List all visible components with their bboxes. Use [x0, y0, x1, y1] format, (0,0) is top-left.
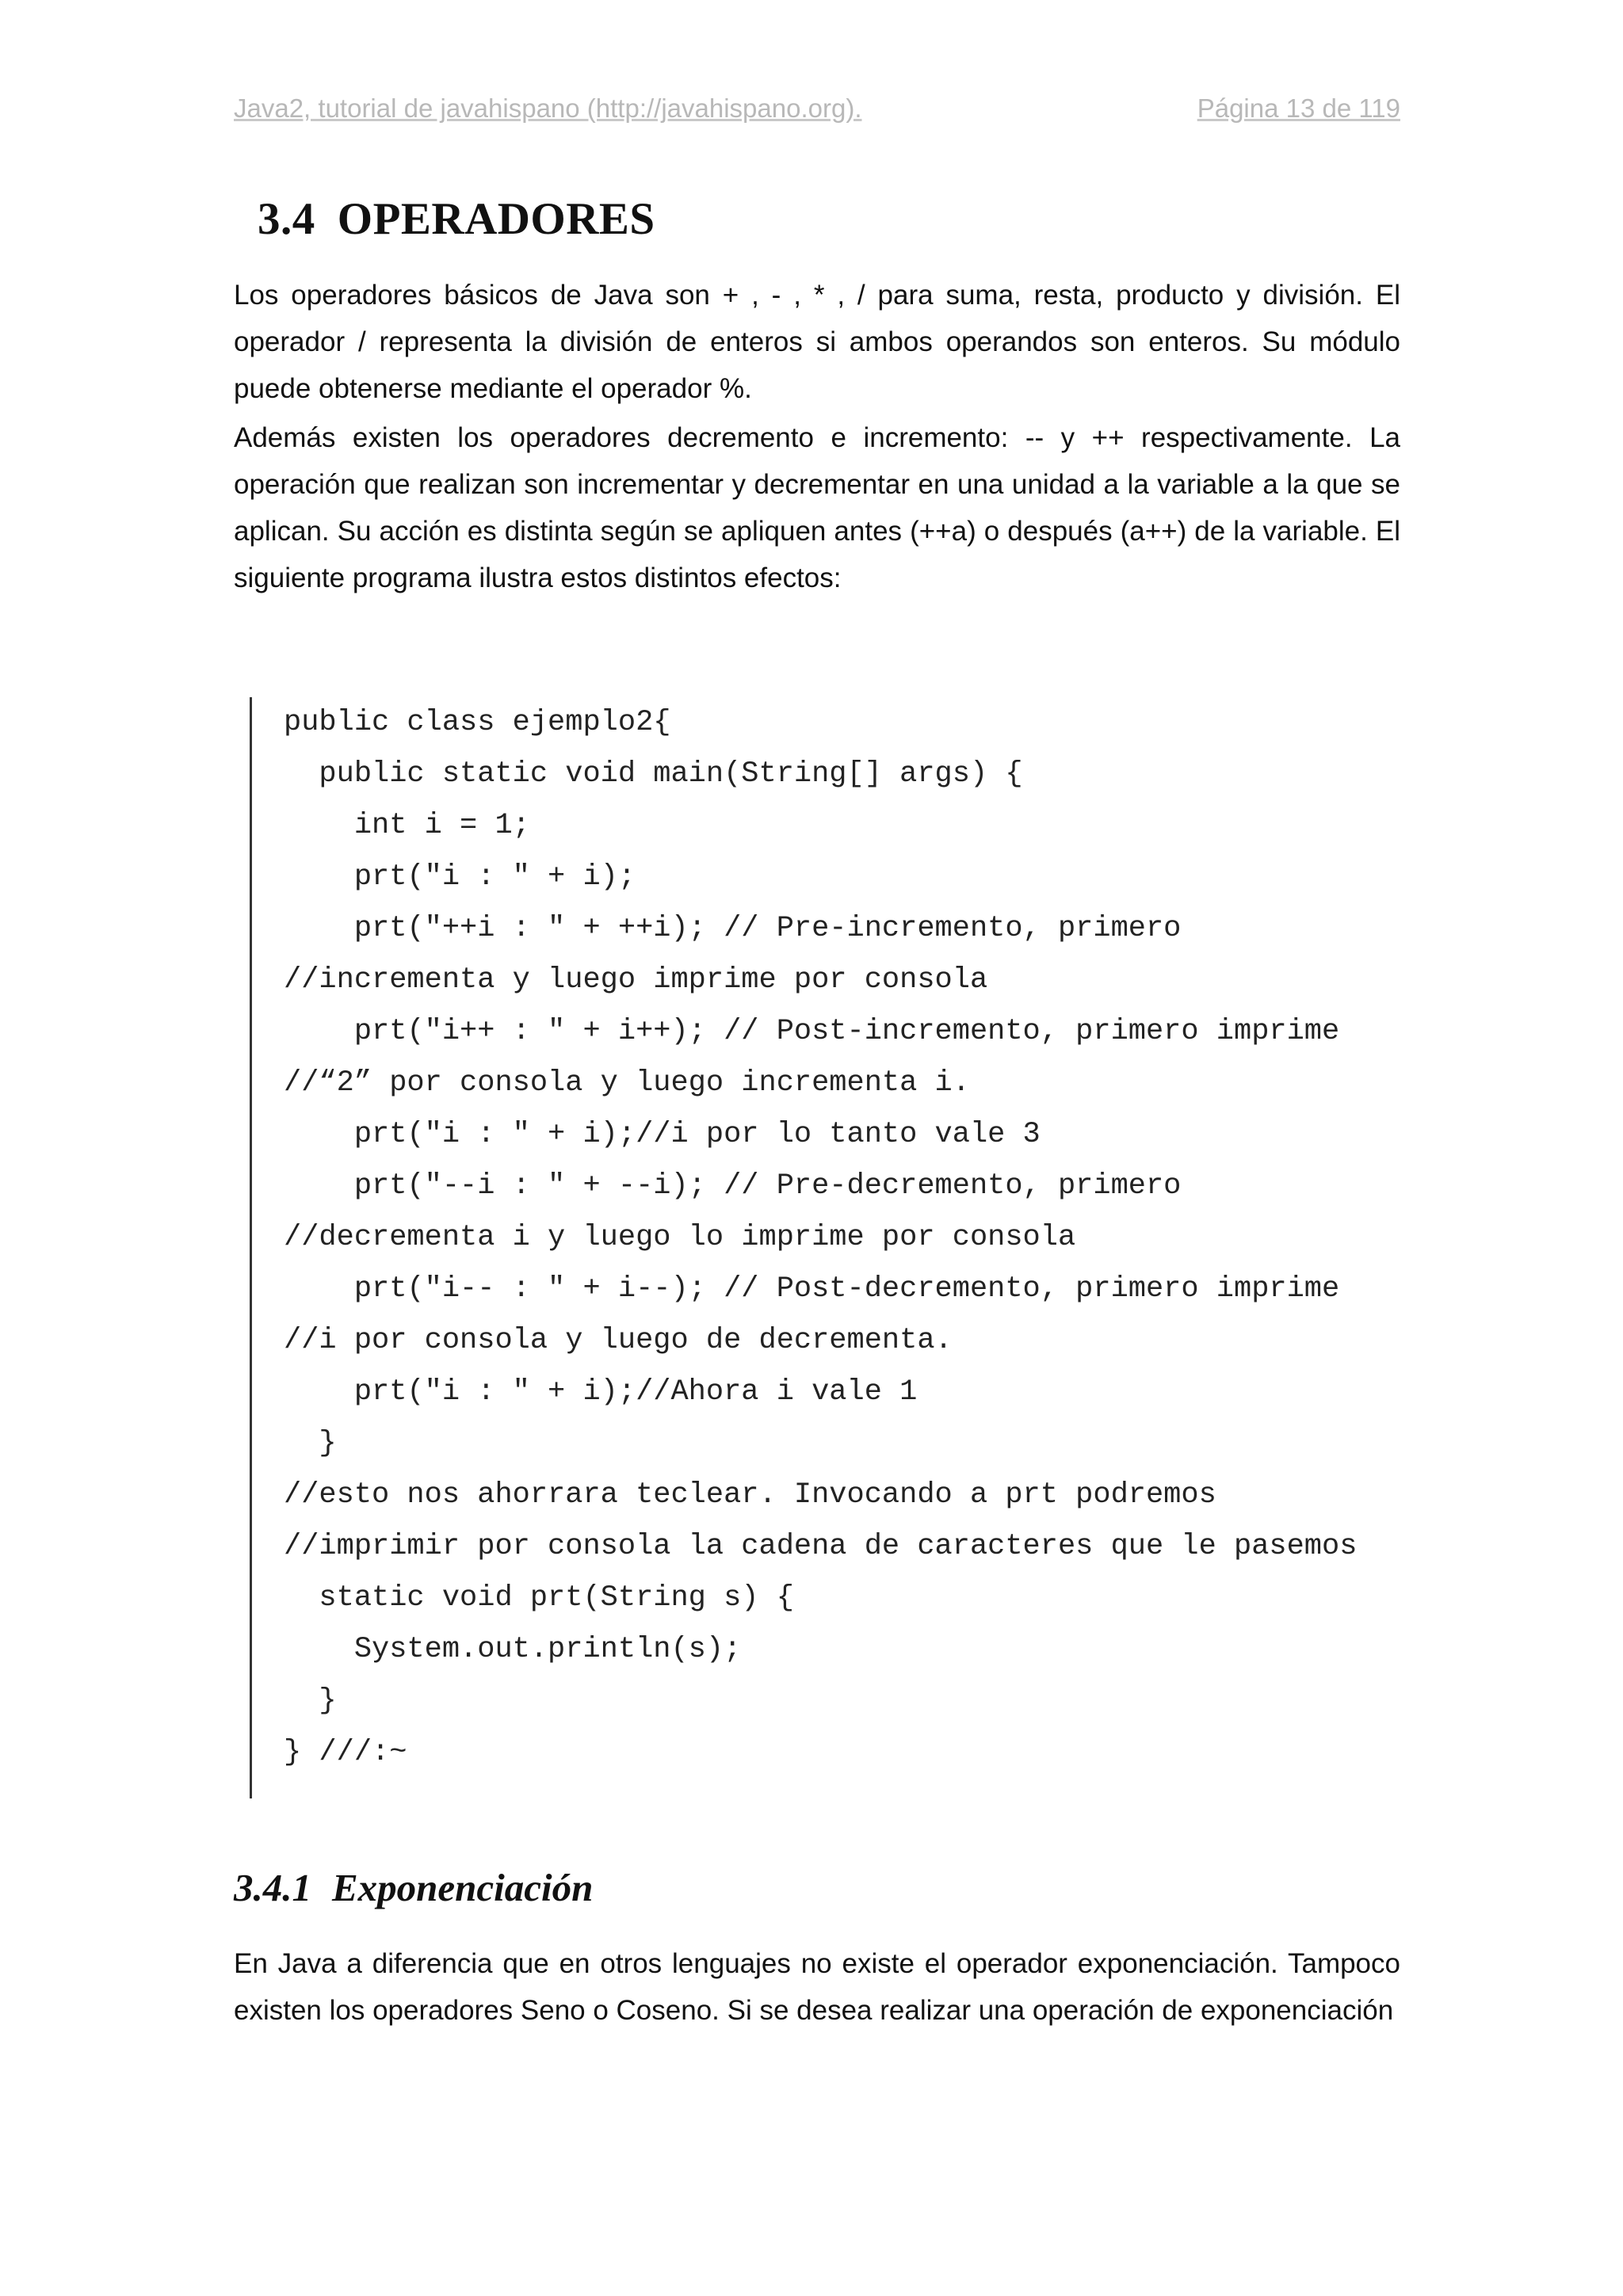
code-line: //incrementa y luego imprime por consola: [284, 963, 988, 997]
header-title-link[interactable]: Java2, tutorial de javahispano (http://javahispano.org).: [234, 93, 862, 123]
code-block: [250, 697, 1409, 1798]
code-line: static void prt(String s) {: [284, 1581, 794, 1615]
code-line: prt("i : " + i);: [284, 860, 636, 894]
code-line: //i por consola y luego de decrementa.: [284, 1324, 953, 1357]
subsection-number: 3.4.1: [234, 1866, 311, 1909]
code-line: prt("i : " + i);//i por lo tanto vale 3: [284, 1118, 1041, 1151]
paragraph-operators: [234, 272, 1400, 412]
code-line: } ///:~: [284, 1736, 407, 1769]
code-line: public class ejemplo2{: [284, 706, 671, 739]
code-line: System.out.println(s);: [284, 1633, 742, 1666]
code-line: //“2” por consola y luego incrementa i.: [284, 1066, 970, 1100]
paragraph-text: Además existen los operadores decremento e incremento: -- y ++ respectivamente. La operación que realizan son incrementar y decrementar en una unidad a la variable a la que se aplican. Su acción es distinta según se apliquen antes (++a) o después (a++) de la variable. El siguiente programa ilustra estos distintos efectos:: [234, 422, 1400, 593]
code-line: int i = 1;: [284, 809, 530, 842]
code-line: prt("++i : " + ++i); // Pre-incremento, primero: [284, 912, 1182, 945]
code-line: prt("i : " + i);//Ahora i vale 1: [284, 1375, 918, 1409]
paragraph-exponentiation: [234, 1940, 1400, 2034]
paragraph-text: En Java a diferencia que en otros lenguajes no existe el operador exponenciación. Tampoco existen los operadores Seno o Coseno. Si se desea realizar una operación de exponenciación: [234, 1948, 1400, 2026]
subsection-title: Exponenciación: [332, 1866, 594, 1909]
code-line: //imprimir por consola la cadena de caracteres que le pasemos: [284, 1530, 1358, 1563]
code-line: prt("--i : " + --i); // Pre-decremento, primero: [284, 1169, 1182, 1203]
section-heading: [258, 193, 655, 245]
code-line: }: [284, 1427, 337, 1460]
code-line: //esto nos ahorrara teclear. Invocando a prt podremos: [284, 1478, 1216, 1512]
page-number: Página 13 de 119: [1197, 93, 1400, 123]
code-line: prt("i++ : " + i++); // Post-incremento, primero imprime: [284, 1015, 1340, 1048]
paragraph-text: Los operadores básicos de Java son + , - , * , / para suma, resta, producto y división. El operador / representa la división de enteros si ambos operandos son enteros. Su módulo puede obtenerse mediante el operador %.: [234, 280, 1400, 404]
paragraph-increment: [234, 414, 1400, 601]
subsection-heading: [234, 1865, 593, 1910]
section-title: OPERADORES: [337, 194, 655, 244]
code-line: prt("i-- : " + i--); // Post-decremento, primero imprime: [284, 1272, 1340, 1306]
code-line: public static void main(String[] args) {: [284, 757, 1023, 791]
code-line: }: [284, 1684, 337, 1718]
page-header: [234, 93, 1400, 133]
section-number: 3.4: [258, 194, 315, 244]
code-line: //decrementa i y luego lo imprime por consola: [284, 1221, 1076, 1254]
